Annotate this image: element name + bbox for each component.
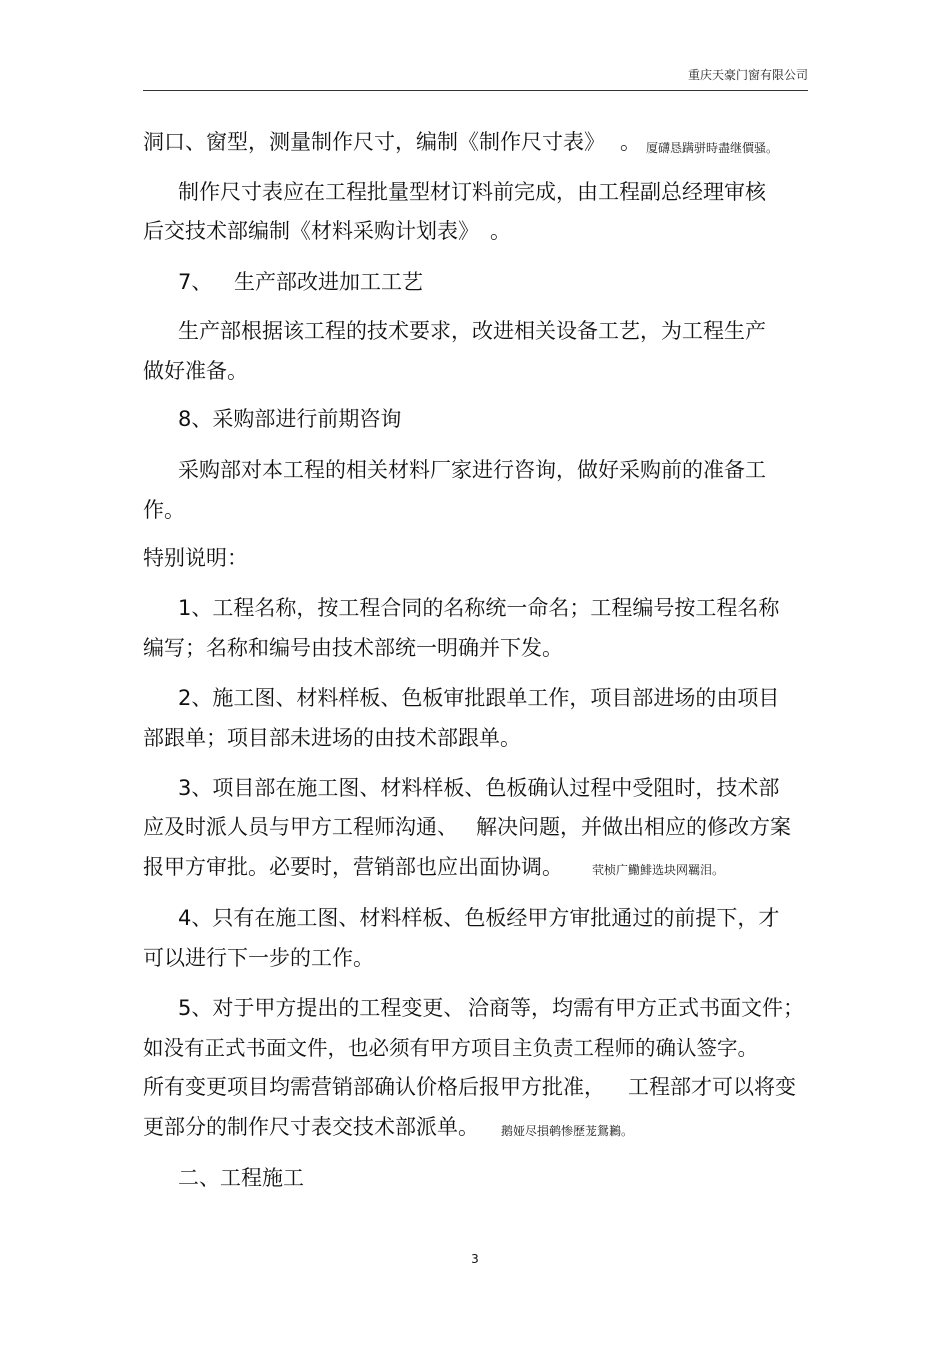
section-title: 8、采购部进行前期咨询	[178, 407, 402, 431]
section-heading: 二、工程施工	[178, 1166, 304, 1190]
text-line-tail: 洽商等，均需有甲方正式书面文件；	[468, 996, 804, 1020]
text-line: 部跟单；项目部未进场的由技术部跟单。	[143, 726, 521, 750]
section-title: 生产部改进加工工艺	[234, 270, 423, 294]
text-line: 报甲方审批。必要时，营销部也应出面协调。	[143, 855, 563, 879]
text-line: 可以进行下一步的工作。	[143, 946, 374, 970]
text-line: 2、施工图、材料样板、色板审批跟单工作，项目部进场的由项目	[178, 686, 780, 710]
page-number: 3	[471, 1252, 479, 1266]
text-line: 制作尺寸表应在工程批量型材订料前完成，由工程副总经理审核	[178, 180, 766, 204]
text-line-tail: 。	[490, 219, 511, 243]
text-line: 如没有正式书面文件，也必须有甲方项目主负责工程师的确认签字。	[143, 1036, 758, 1060]
text-line: 编写；名称和编号由技术部统一明确并下发。	[143, 636, 563, 660]
hidden-note: 鹅娅尽損鹌惨歷茏鴛鶼。	[501, 1124, 634, 1138]
company-name: 重庆天豪门窗有限公司	[687, 68, 808, 82]
text-line: 所有变更项目均需营销部确认价格后报甲方批准，	[143, 1075, 605, 1099]
text-line: 作。	[143, 498, 185, 522]
text-line: 生产部根据该工程的技术要求，改进相关设备工艺，为工程生产	[178, 319, 766, 343]
special-note-heading: 特别说明：	[143, 546, 248, 570]
text-line: 后交技术部编制《材料采购计划表》	[143, 219, 479, 243]
text-line-tail: 。	[620, 130, 641, 154]
hidden-note: 厦礴恳蹒骈時盡继價骚。	[646, 141, 779, 155]
text-line: 洞口、窗型，测量制作尺寸，编制《制作尺寸表》	[143, 130, 605, 154]
text-line: 4、只有在施工图、材料样板、色板经甲方审批通过的前提下，才	[178, 906, 780, 930]
hidden-note: 茕桢广鰳鯡选块网羈泪。	[592, 863, 725, 877]
text-line: 做好准备。	[143, 359, 248, 383]
text-line-tail: 工程部才可以将变	[628, 1075, 796, 1099]
text-line-tail: 解决问题，并做出相应的修改方案	[476, 815, 791, 839]
text-line: 3、项目部在施工图、材料样板、色板确认过程中受阻时，技术部	[178, 776, 780, 800]
text-line: 1、工程名称，按工程合同的名称统一命名；工程编号按工程名称	[178, 596, 780, 620]
text-line: 更部分的制作尺寸表交技术部派单。	[143, 1115, 479, 1139]
page-header	[143, 66, 808, 91]
text-line: 应及时派人员与甲方工程师沟通、	[143, 815, 458, 839]
section-number: 7、	[178, 270, 213, 294]
text-line: 采购部对本工程的相关材料厂家进行咨询，做好采购前的准备工	[178, 458, 766, 482]
text-line: 5、对于甲方提出的工程变更、	[178, 996, 465, 1020]
